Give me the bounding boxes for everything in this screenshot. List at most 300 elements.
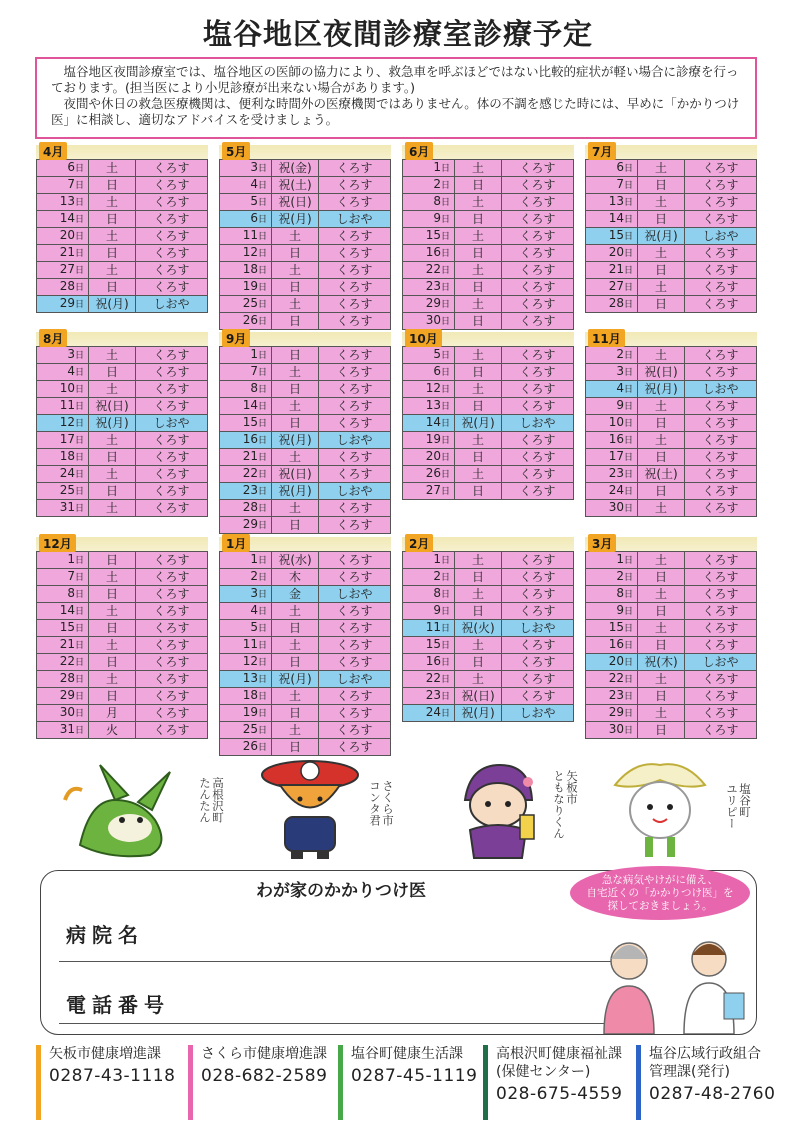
schedule-row — [37, 415, 208, 432]
day-suffix: 日 — [74, 215, 84, 225]
date-number: 3 — [250, 586, 258, 600]
date-number: 14 — [608, 211, 624, 225]
day-suffix: 日 — [623, 385, 633, 395]
date-cell — [586, 364, 638, 381]
date-cell — [403, 483, 455, 500]
date-number: 20 — [608, 245, 624, 259]
schedule-row — [586, 466, 757, 483]
schedule-row — [37, 279, 208, 296]
date-number: 16 — [425, 245, 441, 259]
clinic-cell: くろす — [136, 211, 208, 228]
weekday-cell: 土 — [455, 228, 502, 245]
date-cell — [403, 262, 455, 279]
schedule-row — [403, 313, 574, 330]
weekday-cell: 祝(土) — [272, 177, 319, 194]
date-cell — [37, 177, 89, 194]
schedule-row — [403, 432, 574, 449]
month-table — [36, 332, 208, 517]
date-cell — [586, 160, 638, 177]
clinic-cell: くろす — [319, 245, 391, 262]
date-number: 31 — [59, 500, 75, 514]
clinic-cell: くろす — [136, 603, 208, 620]
clinic-cell: くろす — [685, 398, 757, 415]
clinic-cell: くろす — [136, 347, 208, 364]
schedule-row — [220, 415, 391, 432]
month-table — [36, 537, 208, 739]
clinic-cell: くろす — [502, 398, 574, 415]
date-cell — [586, 688, 638, 705]
clinic-cell: くろす — [685, 569, 757, 586]
mascot-name-4: 塩谷町 ユリピー — [725, 783, 752, 829]
weekday-cell: 日 — [272, 381, 319, 398]
weekday-cell: 日 — [89, 449, 136, 466]
clinic-cell: くろす — [685, 364, 757, 381]
month-table — [585, 332, 757, 517]
schedule-row — [403, 177, 574, 194]
date-number: 19 — [242, 279, 258, 293]
date-cell — [37, 466, 89, 483]
clinic-cell: くろす — [136, 177, 208, 194]
weekday-cell: 金 — [272, 586, 319, 603]
page-title: 塩谷地区夜間診療室診療予定 — [202, 17, 593, 51]
date-cell — [220, 398, 272, 415]
date-cell — [586, 500, 638, 517]
clinic-cell: くろす — [685, 211, 757, 228]
day-suffix: 日 — [257, 249, 267, 259]
date-cell — [586, 296, 638, 313]
clinic-cell: くろす — [685, 432, 757, 449]
date-number: 31 — [59, 722, 75, 736]
date-cell — [403, 398, 455, 415]
date-number: 22 — [608, 671, 624, 685]
schedule-row — [220, 466, 391, 483]
day-suffix: 日 — [74, 181, 84, 191]
weekday-cell: 土 — [638, 586, 685, 603]
date-cell — [37, 654, 89, 671]
day-suffix: 日 — [623, 198, 633, 208]
date-number: 17 — [608, 449, 624, 463]
month-label: 3月 — [588, 534, 616, 552]
date-cell — [220, 671, 272, 688]
date-cell — [586, 620, 638, 637]
clinic-cell: くろす — [502, 671, 574, 688]
date-number: 8 — [250, 381, 258, 395]
schedule-row — [220, 586, 391, 603]
weekday-cell: 日 — [272, 279, 319, 296]
day-suffix: 日 — [257, 573, 267, 583]
clinic-cell: くろす — [136, 160, 208, 177]
day-suffix: 日 — [623, 436, 633, 446]
day-suffix: 日 — [257, 726, 267, 736]
clinic-cell: しおや — [502, 620, 574, 637]
date-cell — [37, 398, 89, 415]
weekday-cell: 土 — [638, 705, 685, 722]
schedule-row — [220, 449, 391, 466]
weekday-cell: 土 — [638, 160, 685, 177]
day-suffix: 日 — [74, 368, 84, 378]
day-suffix: 日 — [623, 368, 633, 378]
day-suffix: 日 — [257, 487, 267, 497]
date-number: 11 — [59, 398, 75, 412]
clinic-cell: くろす — [136, 483, 208, 500]
date-number: 11 — [242, 637, 258, 651]
clinic-cell: くろす — [502, 262, 574, 279]
month-table — [585, 145, 757, 313]
weekday-cell: 土 — [89, 671, 136, 688]
clinic-cell: くろす — [136, 432, 208, 449]
day-suffix: 日 — [623, 658, 633, 668]
date-number: 20 — [608, 654, 624, 668]
weekday-cell: 日 — [89, 211, 136, 228]
date-cell — [220, 177, 272, 194]
contact-item — [188, 1045, 336, 1120]
clinic-cell: しおや — [319, 586, 391, 603]
date-number: 28 — [242, 500, 258, 514]
month-table — [402, 332, 574, 500]
weekday-cell: 祝(日) — [272, 194, 319, 211]
weekday-cell: 祝(月) — [272, 483, 319, 500]
weekday-cell: 日 — [272, 347, 319, 364]
schedule-row — [220, 364, 391, 381]
clinic-cell: くろす — [319, 552, 391, 569]
day-suffix: 日 — [257, 164, 267, 174]
date-number: 2 — [616, 569, 624, 583]
date-cell — [37, 347, 89, 364]
day-suffix: 日 — [74, 607, 84, 617]
weekday-cell: 日 — [455, 177, 502, 194]
date-number: 5 — [250, 620, 258, 634]
month-table — [585, 537, 757, 739]
schedule-row — [403, 160, 574, 177]
clinic-cell: くろす — [136, 279, 208, 296]
month-table — [402, 537, 574, 722]
schedule-row — [586, 381, 757, 398]
weekday-cell: 日 — [89, 245, 136, 262]
date-cell — [403, 705, 455, 722]
schedule-row — [586, 177, 757, 194]
weekday-cell: 祝(火) — [455, 620, 502, 637]
schedule-row — [37, 705, 208, 722]
clinic-cell: しおや — [685, 654, 757, 671]
date-cell — [37, 211, 89, 228]
weekday-cell: 祝(木) — [638, 654, 685, 671]
day-suffix: 日 — [440, 675, 450, 685]
date-number: 23 — [242, 483, 258, 497]
day-suffix: 日 — [74, 504, 84, 514]
date-cell — [220, 415, 272, 432]
clinic-cell: くろす — [319, 620, 391, 637]
schedule-row — [586, 705, 757, 722]
schedule-row — [403, 296, 574, 313]
weekday-cell: 土 — [638, 279, 685, 296]
month-label: 12月 — [39, 534, 76, 552]
date-cell — [220, 722, 272, 739]
clinic-cell: くろす — [136, 552, 208, 569]
weekday-cell: 日 — [272, 620, 319, 637]
weekday-cell: 祝(水) — [272, 552, 319, 569]
date-cell — [586, 705, 638, 722]
date-number: 29 — [59, 296, 75, 310]
clinic-cell: くろす — [136, 364, 208, 381]
schedule-row — [403, 671, 574, 688]
clinic-cell: くろす — [319, 381, 391, 398]
date-cell — [586, 177, 638, 194]
date-number: 21 — [242, 449, 258, 463]
schedule-row — [403, 603, 574, 620]
weekday-cell: 土 — [638, 620, 685, 637]
weekday-cell: 土 — [272, 449, 319, 466]
month-label: 5月 — [222, 142, 250, 160]
date-number: 21 — [608, 262, 624, 276]
schedule-row — [586, 364, 757, 381]
day-suffix: 日 — [257, 385, 267, 395]
clinic-cell: くろす — [685, 177, 757, 194]
clinic-cell: くろす — [136, 449, 208, 466]
date-number: 16 — [608, 637, 624, 651]
schedule-row — [220, 569, 391, 586]
clinic-cell: くろす — [319, 603, 391, 620]
contact-org: 塩谷広域行政組合 管理課(発行) — [649, 1046, 761, 1080]
month-label: 4月 — [39, 142, 67, 160]
weekday-cell: 土 — [89, 500, 136, 517]
day-suffix: 日 — [623, 692, 633, 702]
day-suffix: 日 — [257, 317, 267, 327]
date-cell — [403, 228, 455, 245]
date-number: 14 — [59, 603, 75, 617]
clinic-cell: くろす — [685, 296, 757, 313]
weekday-cell: 日 — [455, 398, 502, 415]
month-header — [402, 145, 574, 159]
date-cell — [403, 279, 455, 296]
clinic-cell: くろす — [319, 569, 391, 586]
month-header — [219, 332, 391, 346]
day-suffix: 日 — [623, 351, 633, 361]
date-number: 15 — [425, 228, 441, 242]
schedule-row — [220, 637, 391, 654]
date-cell — [403, 415, 455, 432]
date-cell — [586, 466, 638, 483]
date-cell — [220, 586, 272, 603]
weekday-cell: 祝(月) — [455, 705, 502, 722]
date-cell — [37, 603, 89, 620]
day-suffix: 日 — [440, 181, 450, 191]
weekday-cell: 日 — [638, 449, 685, 466]
schedule-row — [586, 211, 757, 228]
contact-phone: 0287-48-2760 — [649, 1084, 776, 1104]
date-cell — [220, 620, 272, 637]
date-cell — [37, 262, 89, 279]
day-suffix: 日 — [440, 198, 450, 208]
weekday-cell: 土 — [455, 296, 502, 313]
schedule-row — [220, 262, 391, 279]
date-cell — [37, 228, 89, 245]
schedule-row — [220, 177, 391, 194]
date-number: 25 — [59, 483, 75, 497]
clinic-cell: くろす — [685, 466, 757, 483]
schedule-row — [220, 722, 391, 739]
weekday-cell: 祝(日) — [272, 466, 319, 483]
weekday-cell: 日 — [638, 637, 685, 654]
contact-org: 矢板市健康増進課 — [49, 1046, 161, 1062]
schedule-row — [586, 194, 757, 211]
date-cell — [37, 552, 89, 569]
schedule-row — [220, 671, 391, 688]
clinic-cell: くろす — [319, 739, 391, 756]
clinic-cell: くろす — [319, 705, 391, 722]
clinic-cell: くろす — [136, 398, 208, 415]
weekday-cell: 日 — [89, 177, 136, 194]
clinic-cell: くろす — [502, 449, 574, 466]
clinic-cell: くろす — [319, 347, 391, 364]
clinic-cell: くろす — [685, 262, 757, 279]
weekday-cell: 木 — [272, 569, 319, 586]
clinic-cell: くろす — [136, 671, 208, 688]
month-header — [585, 145, 757, 159]
schedule-row — [403, 262, 574, 279]
month-label: 10月 — [405, 329, 442, 347]
day-suffix: 日 — [623, 624, 633, 634]
date-number: 30 — [608, 722, 624, 736]
schedule-row — [220, 552, 391, 569]
weekday-cell: 土 — [89, 262, 136, 279]
date-number: 11 — [425, 620, 441, 634]
day-suffix: 日 — [623, 675, 633, 685]
day-suffix: 日 — [257, 300, 267, 310]
schedule-row — [37, 500, 208, 517]
day-suffix: 日 — [440, 487, 450, 497]
day-suffix: 日 — [257, 624, 267, 634]
weekday-cell: 土 — [272, 722, 319, 739]
clinic-cell: くろす — [685, 671, 757, 688]
date-number: 9 — [616, 398, 624, 412]
schedule-row — [220, 705, 391, 722]
date-number: 19 — [242, 705, 258, 719]
day-suffix: 日 — [74, 590, 84, 600]
date-cell — [220, 688, 272, 705]
date-number: 4 — [616, 381, 624, 395]
day-suffix: 日 — [440, 692, 450, 702]
day-suffix: 日 — [74, 232, 84, 242]
date-cell — [403, 637, 455, 654]
date-number: 22 — [425, 671, 441, 685]
weekday-cell: 祝(日) — [89, 398, 136, 415]
date-number: 6 — [250, 211, 258, 225]
date-cell — [220, 603, 272, 620]
date-cell — [220, 381, 272, 398]
day-suffix: 日 — [257, 658, 267, 668]
day-suffix: 日 — [440, 232, 450, 242]
date-number: 19 — [425, 432, 441, 446]
weekday-cell: 土 — [638, 245, 685, 262]
day-suffix: 日 — [257, 419, 267, 429]
schedule-row — [586, 262, 757, 279]
clinic-cell: くろす — [502, 228, 574, 245]
contact-org: 塩谷町健康生活課 — [351, 1046, 463, 1062]
schedule-row — [37, 194, 208, 211]
date-number: 7 — [67, 569, 75, 583]
hospital-name-line — [59, 961, 614, 962]
date-number: 11 — [242, 228, 258, 242]
schedule-row — [37, 381, 208, 398]
contact-phone: 028-682-2589 — [201, 1066, 328, 1086]
date-number: 20 — [59, 228, 75, 242]
date-number: 9 — [616, 603, 624, 617]
date-number: 24 — [608, 483, 624, 497]
schedule-row — [220, 620, 391, 637]
day-suffix: 日 — [440, 641, 450, 651]
month-header — [36, 537, 208, 551]
schedule-row — [37, 211, 208, 228]
day-suffix: 日 — [257, 607, 267, 617]
date-cell — [220, 517, 272, 534]
weekday-cell: 日 — [89, 620, 136, 637]
weekday-cell: 土 — [89, 347, 136, 364]
schedule-row — [37, 688, 208, 705]
schedule-row — [37, 296, 208, 313]
weekday-cell: 日 — [272, 705, 319, 722]
month-label: 6月 — [405, 142, 433, 160]
weekday-cell: 土 — [455, 432, 502, 449]
clinic-cell: くろす — [136, 228, 208, 245]
weekday-cell: 祝(日) — [455, 688, 502, 705]
weekday-cell: 土 — [455, 671, 502, 688]
day-suffix: 日 — [623, 300, 633, 310]
date-number: 8 — [433, 586, 441, 600]
date-cell — [586, 637, 638, 654]
mascot-name-3: 矢板市 ともなりくん — [552, 770, 579, 839]
weekday-cell: 土 — [638, 194, 685, 211]
schedule-row — [220, 654, 391, 671]
day-suffix: 日 — [440, 453, 450, 463]
date-number: 30 — [425, 313, 441, 327]
date-number: 13 — [242, 671, 258, 685]
schedule-row — [37, 620, 208, 637]
clinic-cell: くろす — [319, 160, 391, 177]
date-number: 14 — [425, 415, 441, 429]
date-number: 23 — [608, 466, 624, 480]
clinic-cell: くろす — [319, 398, 391, 415]
day-suffix: 日 — [74, 692, 84, 702]
date-number: 5 — [433, 347, 441, 361]
schedule-row — [403, 347, 574, 364]
weekday-cell: 日 — [455, 449, 502, 466]
date-cell — [586, 552, 638, 569]
day-suffix: 日 — [257, 215, 267, 225]
clinic-cell: くろす — [685, 194, 757, 211]
day-suffix: 日 — [623, 726, 633, 736]
date-number: 16 — [242, 432, 258, 446]
contact-item — [36, 1045, 186, 1120]
hospital-name-label: 病院名 — [66, 923, 144, 947]
clinic-cell: くろす — [136, 637, 208, 654]
clinic-cell: くろす — [685, 620, 757, 637]
day-suffix: 日 — [257, 521, 267, 531]
weekday-cell: 土 — [455, 194, 502, 211]
day-suffix: 日 — [74, 726, 84, 736]
schedule-row — [403, 552, 574, 569]
weekday-cell: 日 — [638, 415, 685, 432]
weekday-cell: 祝(月) — [89, 415, 136, 432]
schedule-row — [37, 245, 208, 262]
date-cell — [403, 177, 455, 194]
weekday-cell: 祝(月) — [638, 381, 685, 398]
clinic-cell: しおや — [502, 415, 574, 432]
schedule-row — [220, 517, 391, 534]
notice-paragraph-2: 夜間や休日の救急医療機関は、便利な時間外の医療機関ではありません。体の不調を感じた時には、早めに「かかりつけ医」に相談し、適切なアドバイスを受けましょう。 — [51, 96, 740, 127]
date-cell — [37, 279, 89, 296]
date-number: 23 — [425, 688, 441, 702]
date-number: 15 — [608, 228, 624, 242]
